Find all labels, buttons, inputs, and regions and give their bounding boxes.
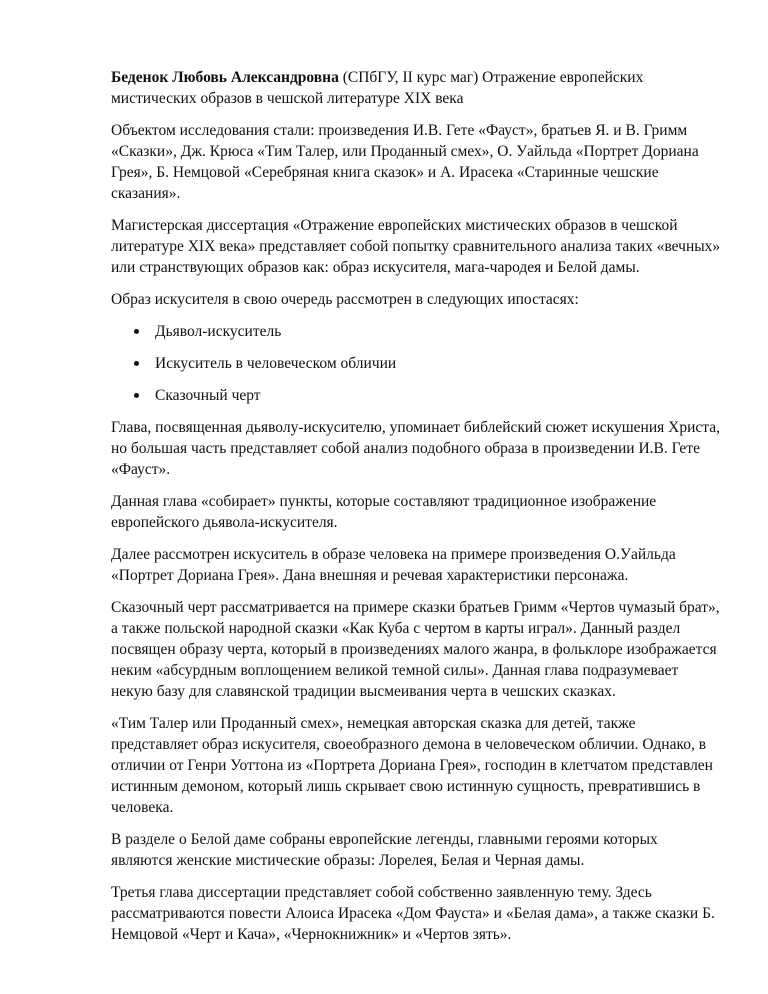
paragraph-tim-thaler: «Тим Талер или Проданный смех», немецкая авторская сказка для детей, также представляет образ искусителя, своеобразного демона в человеческом обличии. Однако, в отличии от Генри Уоттона из «Портрета Дориана Грея», господин в клетчатом представлен истинным демоном, который лишь скрывает свою истинную сущность, превратившись в человека. — [111, 715, 713, 816]
list-item-text: Дьявол-искуситель — [155, 323, 282, 340]
bullet-icon — [134, 329, 139, 334]
paragraph-devil-chapter: Глава, посвященная дьяволу-искусителю, упоминает библейский сюжет искушения Христа, но большая часть представляет собой анализ подобного образа в произведении И.В. Гете «Фауст». — [111, 419, 720, 478]
list-item — [111, 353, 721, 374]
paragraph-third-chapter: Третья глава диссертации представляет собой собственно заявленную тему. Здесь рассматриваются повести Алоиса Ирасека «Дом Фауста» и «Белая дама», а также сказки Б. Немцовой «Черт и Кача», «Чернокнижник» и «Чертов зять». — [111, 884, 715, 943]
paragraph-fairy-devil: Сказочный черт рассматривается на примере сказки братьев Гримм «Чертов чумазый брат», а также польской народной сказки «Как Куба с чертом в карты играл». Данный раздел посвящен образу черта, который в произведениях малого жанра, в фольклоре изображается неким «абсурдным воплощением великой темной силы». Данная глава подразумевает некую базу для славянской традиции высмеивания черта в чешских сказках. — [111, 599, 720, 700]
document-page — [111, 67, 721, 956]
heading-paragraph — [111, 67, 721, 109]
paragraph-white-lady: В разделе о Белой даме собраны европейские легенды, главными героями которых являются женские мистические образы: Лорелея, Белая и Черная дамы. — [111, 831, 658, 869]
paragraph-chapter-points: Данная глава «собирает» пункты, которые составляют традиционное изображение европейского дьявола-искусителя. — [111, 493, 657, 531]
author-name: Беденок Любовь Александровна — [111, 69, 339, 86]
list-item-text: Искуситель в человеческом обличии — [155, 355, 397, 372]
list-item — [111, 385, 721, 406]
list-item-text: Сказочный черт — [155, 387, 261, 404]
list-item — [111, 321, 721, 342]
bullet-icon — [134, 361, 139, 366]
hypostases-list — [111, 321, 721, 406]
heading-title: (СПбГУ, II курс маг) Отражение европейских мистических образов в чешской литературе XIX века — [111, 69, 644, 107]
paragraph-hypostases-intro: Образ искусителя в свою очередь рассмотрен в следующих ипостасях: — [111, 291, 579, 308]
paragraph-human-tempter: Далее рассмотрен искуситель в образе человека на примере произведения О.Уайльда «Портрет Дориана Грея». Дана внешняя и речевая характеристики персонажа. — [111, 546, 676, 584]
bullet-icon — [134, 393, 139, 398]
paragraph-thesis: Магистерская диссертация «Отражение европейских мистических образов в чешской литературе XIX века» представляет собой попытку сравнительного анализа таких «вечных» или странствующих образов как: образ искусителя, мага-чародея и Белой дамы. — [111, 217, 721, 276]
paragraph-objects: Объектом исследования стали: произведения И.В. Гете «Фауст», братьев Я. и В. Гримм «Сказки», Дж. Крюса «Тим Талер, или Проданный смех», О. Уайльда «Портрет Дориана Грея», Б. Немцовой «Серебряная книга сказок» и А. Ирасека «Старинные чешские сказания». — [111, 122, 699, 202]
